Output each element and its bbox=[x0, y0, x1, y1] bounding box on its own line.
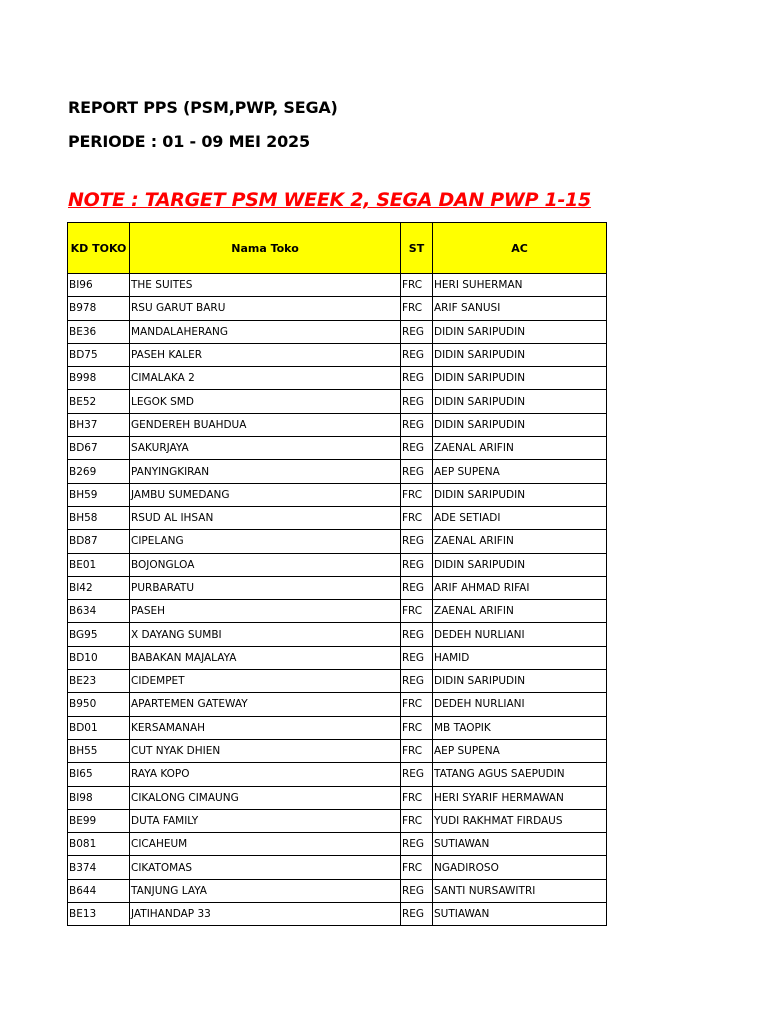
table-row bbox=[68, 833, 607, 856]
cell-ac: ZAENAL ARIFIN bbox=[433, 530, 607, 553]
column-header-ac: AC bbox=[433, 223, 607, 274]
cell-nama-toko: BABAKAN MAJALAYA bbox=[130, 646, 401, 669]
cell-st: FRC bbox=[401, 809, 433, 832]
cell-nama-toko: RSUD AL IHSAN bbox=[130, 506, 401, 529]
table-row bbox=[68, 763, 607, 786]
cell-st: REG bbox=[401, 437, 433, 460]
cell-nama-toko: APARTEMEN GATEWAY bbox=[130, 693, 401, 716]
cell-ac: TATANG AGUS SAEPUDIN bbox=[433, 763, 607, 786]
cell-nama-toko: TANJUNG LAYA bbox=[130, 879, 401, 902]
cell-st: FRC bbox=[401, 739, 433, 762]
table-row bbox=[68, 437, 607, 460]
cell-st: REG bbox=[401, 879, 433, 902]
cell-ac: DIDIN SARIPUDIN bbox=[433, 320, 607, 343]
cell-ac: AEP SUPENA bbox=[433, 460, 607, 483]
cell-nama-toko: BOJONGLOA bbox=[130, 553, 401, 576]
cell-st: REG bbox=[401, 530, 433, 553]
cell-kd-toko: BI98 bbox=[68, 786, 130, 809]
cell-st: FRC bbox=[401, 716, 433, 739]
cell-nama-toko: DUTA FAMILY bbox=[130, 809, 401, 832]
cell-ac: ARIF AHMAD RIFAI bbox=[433, 576, 607, 599]
cell-kd-toko: BH59 bbox=[68, 483, 130, 506]
cell-nama-toko: CIMALAKA 2 bbox=[130, 367, 401, 390]
cell-kd-toko: BE52 bbox=[68, 390, 130, 413]
cell-st: REG bbox=[401, 623, 433, 646]
cell-st: REG bbox=[401, 553, 433, 576]
cell-ac: SUTIAWAN bbox=[433, 903, 607, 926]
column-header-st: ST bbox=[401, 223, 433, 274]
cell-nama-toko: CIPELANG bbox=[130, 530, 401, 553]
cell-kd-toko: BH55 bbox=[68, 739, 130, 762]
cell-kd-toko: BH58 bbox=[68, 506, 130, 529]
cell-st: FRC bbox=[401, 506, 433, 529]
cell-ac: SUTIAWAN bbox=[433, 833, 607, 856]
cell-st: REG bbox=[401, 390, 433, 413]
cell-ac: HAMID bbox=[433, 646, 607, 669]
table-row bbox=[68, 390, 607, 413]
cell-nama-toko: JATIHANDAP 33 bbox=[130, 903, 401, 926]
table-row bbox=[68, 670, 607, 693]
cell-ac: YUDI RAKHMAT FIRDAUS bbox=[433, 809, 607, 832]
cell-kd-toko: B998 bbox=[68, 367, 130, 390]
cell-kd-toko: BD10 bbox=[68, 646, 130, 669]
cell-st: FRC bbox=[401, 274, 433, 297]
cell-nama-toko: KERSAMANAH bbox=[130, 716, 401, 739]
cell-ac: DIDIN SARIPUDIN bbox=[433, 390, 607, 413]
cell-nama-toko: THE SUITES bbox=[130, 274, 401, 297]
cell-ac: DIDIN SARIPUDIN bbox=[433, 553, 607, 576]
cell-st: REG bbox=[401, 833, 433, 856]
cell-ac: DIDIN SARIPUDIN bbox=[433, 367, 607, 390]
cell-nama-toko: PANYINGKIRAN bbox=[130, 460, 401, 483]
cell-nama-toko: CUT NYAK DHIEN bbox=[130, 739, 401, 762]
cell-kd-toko: BI42 bbox=[68, 576, 130, 599]
cell-st: FRC bbox=[401, 786, 433, 809]
cell-ac: SANTI NURSAWITRI bbox=[433, 879, 607, 902]
cell-kd-toko: B644 bbox=[68, 879, 130, 902]
table-row bbox=[68, 483, 607, 506]
table-row bbox=[68, 274, 607, 297]
cell-kd-toko: BE01 bbox=[68, 553, 130, 576]
table-row bbox=[68, 553, 607, 576]
cell-st: REG bbox=[401, 320, 433, 343]
cell-ac: NGADIROSO bbox=[433, 856, 607, 879]
cell-kd-toko: BI96 bbox=[68, 274, 130, 297]
cell-st: REG bbox=[401, 670, 433, 693]
table-body bbox=[68, 274, 607, 926]
cell-nama-toko: X DAYANG SUMBI bbox=[130, 623, 401, 646]
cell-nama-toko: PURBARATU bbox=[130, 576, 401, 599]
table-row bbox=[68, 506, 607, 529]
cell-ac: DIDIN SARIPUDIN bbox=[433, 483, 607, 506]
table-row bbox=[68, 809, 607, 832]
cell-kd-toko: BE36 bbox=[68, 320, 130, 343]
table-row bbox=[68, 856, 607, 879]
cell-ac: ZAENAL ARIFIN bbox=[433, 437, 607, 460]
cell-ac: DIDIN SARIPUDIN bbox=[433, 670, 607, 693]
table-row bbox=[68, 739, 607, 762]
table-row bbox=[68, 879, 607, 902]
cell-nama-toko: RSU GARUT BARU bbox=[130, 297, 401, 320]
cell-kd-toko: BE23 bbox=[68, 670, 130, 693]
cell-nama-toko: RAYA KOPO bbox=[130, 763, 401, 786]
cell-nama-toko: CIKATOMAS bbox=[130, 856, 401, 879]
cell-kd-toko: BD87 bbox=[68, 530, 130, 553]
cell-kd-toko: B269 bbox=[68, 460, 130, 483]
cell-nama-toko: LEGOK SMD bbox=[130, 390, 401, 413]
table-row bbox=[68, 716, 607, 739]
cell-kd-toko: B081 bbox=[68, 833, 130, 856]
cell-ac: HERI SUHERMAN bbox=[433, 274, 607, 297]
table-row bbox=[68, 343, 607, 366]
cell-st: REG bbox=[401, 763, 433, 786]
cell-st: REG bbox=[401, 903, 433, 926]
cell-ac: DEDEH NURLIANI bbox=[433, 693, 607, 716]
table-row bbox=[68, 646, 607, 669]
cell-st: REG bbox=[401, 343, 433, 366]
cell-st: FRC bbox=[401, 693, 433, 716]
cell-st: FRC bbox=[401, 856, 433, 879]
cell-st: FRC bbox=[401, 297, 433, 320]
table-row bbox=[68, 530, 607, 553]
cell-st: FRC bbox=[401, 600, 433, 623]
cell-nama-toko: CIDEMPET bbox=[130, 670, 401, 693]
report-title: REPORT PPS (PSM,PWP, SEGA) bbox=[68, 98, 338, 117]
table-row bbox=[68, 460, 607, 483]
table-row bbox=[68, 786, 607, 809]
column-header-nama-toko: Nama Toko bbox=[130, 223, 401, 274]
table-row bbox=[68, 693, 607, 716]
cell-ac: DIDIN SARIPUDIN bbox=[433, 413, 607, 436]
cell-kd-toko: B978 bbox=[68, 297, 130, 320]
cell-nama-toko: SAKURJAYA bbox=[130, 437, 401, 460]
table-row bbox=[68, 367, 607, 390]
cell-ac: ARIF SANUSI bbox=[433, 297, 607, 320]
table-row bbox=[68, 623, 607, 646]
cell-kd-toko: B634 bbox=[68, 600, 130, 623]
cell-kd-toko: BD01 bbox=[68, 716, 130, 739]
cell-st: REG bbox=[401, 413, 433, 436]
cell-ac: DEDEH NURLIANI bbox=[433, 623, 607, 646]
cell-nama-toko: CIKALONG CIMAUNG bbox=[130, 786, 401, 809]
table-row bbox=[68, 576, 607, 599]
table-row bbox=[68, 600, 607, 623]
cell-kd-toko: BE13 bbox=[68, 903, 130, 926]
cell-kd-toko: BG95 bbox=[68, 623, 130, 646]
cell-kd-toko: B374 bbox=[68, 856, 130, 879]
cell-ac: HERI SYARIF HERMAWAN bbox=[433, 786, 607, 809]
report-period: PERIODE : 01 - 09 MEI 2025 bbox=[68, 132, 310, 151]
cell-nama-toko: PASEH KALER bbox=[130, 343, 401, 366]
cell-kd-toko: BH37 bbox=[68, 413, 130, 436]
report-note: NOTE : TARGET PSM WEEK 2, SEGA DAN PWP 1-15 bbox=[68, 189, 591, 211]
cell-st: REG bbox=[401, 576, 433, 599]
cell-nama-toko: JAMBU SUMEDANG bbox=[130, 483, 401, 506]
table-row bbox=[68, 297, 607, 320]
cell-nama-toko: GENDEREH BUAHDUA bbox=[130, 413, 401, 436]
cell-st: REG bbox=[401, 646, 433, 669]
cell-st: REG bbox=[401, 367, 433, 390]
cell-nama-toko: MANDALAHERANG bbox=[130, 320, 401, 343]
cell-kd-toko: BE99 bbox=[68, 809, 130, 832]
table-row bbox=[68, 320, 607, 343]
store-table bbox=[67, 222, 607, 926]
cell-ac: MB TAOPIK bbox=[433, 716, 607, 739]
cell-kd-toko: BD67 bbox=[68, 437, 130, 460]
cell-ac: DIDIN SARIPUDIN bbox=[433, 343, 607, 366]
cell-kd-toko: B950 bbox=[68, 693, 130, 716]
cell-st: FRC bbox=[401, 483, 433, 506]
cell-ac: AEP SUPENA bbox=[433, 739, 607, 762]
cell-st: REG bbox=[401, 460, 433, 483]
cell-nama-toko: CICAHEUM bbox=[130, 833, 401, 856]
cell-kd-toko: BD75 bbox=[68, 343, 130, 366]
cell-ac: ADE SETIADI bbox=[433, 506, 607, 529]
column-header-kd-toko: KD TOKO bbox=[68, 223, 130, 274]
table-header-row bbox=[68, 223, 607, 274]
table-row bbox=[68, 413, 607, 436]
table-row bbox=[68, 903, 607, 926]
cell-nama-toko: PASEH bbox=[130, 600, 401, 623]
cell-kd-toko: BI65 bbox=[68, 763, 130, 786]
cell-ac: ZAENAL ARIFIN bbox=[433, 600, 607, 623]
